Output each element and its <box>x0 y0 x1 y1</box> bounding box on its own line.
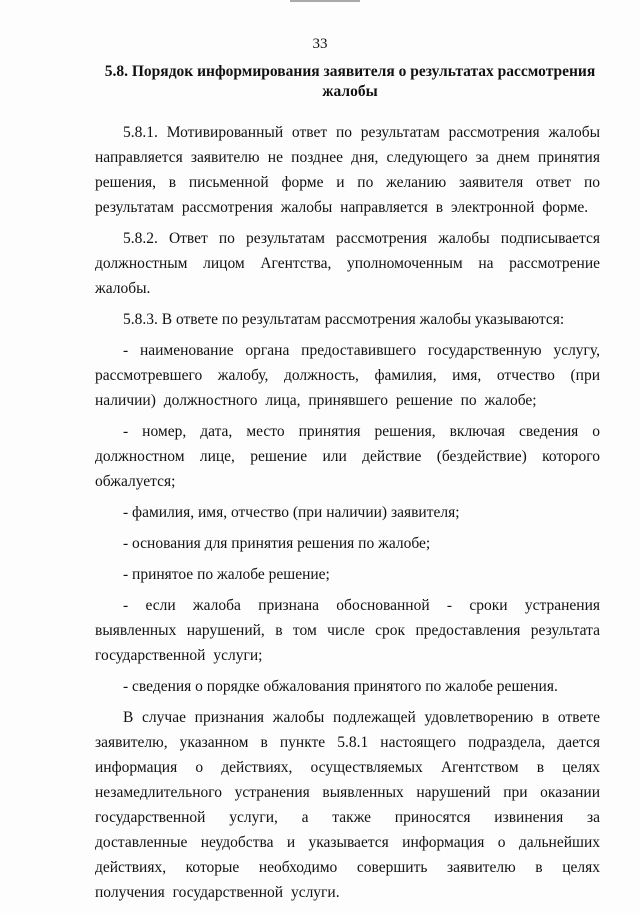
list-item-decision: - принятое по жалобе решение; <box>123 566 330 583</box>
paragraph-5-8-2: 5.8.2. Ответ по результатам рассмотрения жалобы подписывается должностным лицом Агентства, уполномоченным на рассмотрение жалобы. <box>95 230 600 297</box>
document-body <box>95 120 600 911</box>
paragraph-5-8-1: 5.8.1. Мотивированный ответ по результатам рассмотрения жалобы направляется заявителю не позднее дня, следующего за днем принятия решения, в письменной форме и по желанию заявителя ответ по результатам рассмотрения жалобы направляется в электронной форме. <box>95 124 600 216</box>
list-item-decision-details: - номер, дата, место принятия решения, включая сведения о должностном лице, решение или действие (бездействие) которого обжалуется; <box>95 423 600 490</box>
section-title: 5.8. Порядок информирования заявителя о результатах рассмотрения жалобы <box>104 63 596 100</box>
scan-mark <box>290 0 360 2</box>
page-number: 33 <box>312 36 328 52</box>
paragraph-satisfaction-case: В случае признания жалобы подлежащей удовлетворению в ответе заявителю, указанном в пункте 5.8.1 настоящего подраздела, дается информация о действиях, осуществляемых Агентством в целях незамедлительного устранения выявленных нарушений при оказании государственной услуги, а также приносятся извинения за доставленные неудобства и указывается информация о дальнейших действиях, которые необходимо совершить заявителю в целях получения государственной услуги. <box>95 709 600 901</box>
list-item-organ-name: - наименование органа предоставившего государственную услугу, рассмотревшего жалобу, должность, фамилия, имя, отчество (при наличии) должностного лица, принявшего решение по жалобе; <box>95 342 600 409</box>
list-item-applicant-name: - фамилия, имя, отчество (при наличии) заявителя; <box>123 504 460 521</box>
list-item-decision-grounds: - основания для принятия решения по жалобе; <box>123 535 431 552</box>
list-item-appeal-procedure: - сведения о порядке обжалования принятого по жалобе решения. <box>123 678 558 695</box>
list-item-deadlines: - если жалоба признана обоснованной - сроки устранения выявленных нарушений, в том числе срок предоставления результата государственной услуги; <box>95 597 600 664</box>
paragraph-5-8-3: 5.8.3. В ответе по результатам рассмотрения жалобы указываются: <box>123 311 565 328</box>
